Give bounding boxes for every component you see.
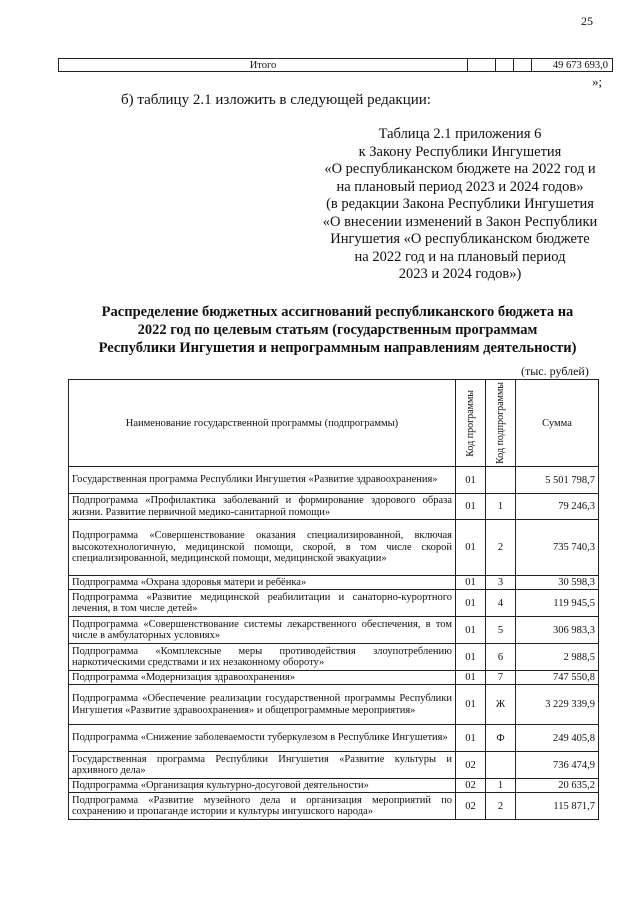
- row-name: Государственная программа Республики Ингушетия «Развитие культуры и архивного дела»: [69, 752, 456, 779]
- title-line: 2022 год по целевым статьям (государственным программам: [137, 322, 538, 338]
- table-row: [69, 644, 599, 671]
- row-sum: 5 501 798,7: [516, 467, 599, 494]
- table-header-row: [69, 380, 599, 467]
- cell-divider: [467, 59, 468, 71]
- header-line: к Закону Республики Ингушетия: [358, 143, 562, 160]
- row-subprogram-code: [486, 752, 516, 779]
- row-subprogram-code: Ж: [486, 685, 516, 725]
- row-sum: 735 740,3: [516, 520, 599, 576]
- table-row: [69, 685, 599, 725]
- row-name: Подпрограмма «Организация культурно-досуговой деятельности»: [69, 779, 456, 793]
- row-sum: 2 988,5: [516, 644, 599, 671]
- table-annex-header: [300, 126, 620, 284]
- row-sum: 20 635,2: [516, 779, 599, 793]
- row-program-code: 02: [456, 752, 486, 779]
- row-sum: 249 405,8: [516, 725, 599, 752]
- row-subprogram-code: 5: [486, 617, 516, 644]
- instruction-text: б) таблицу 2.1 изложить в следующей редакции:: [121, 92, 431, 108]
- row-name: Подпрограмма «Охрана здоровья матери и ребёнка»: [69, 576, 456, 590]
- table-body: [69, 467, 599, 820]
- row-name: Подпрограмма «Обеспечение реализации государственной программы Республики Ингушетия «Развитие здравоохранения» и общепрограммные мероприятия»: [69, 685, 456, 725]
- row-sum: 736 474,9: [516, 752, 599, 779]
- header-line: на 2022 год и на плановый период: [354, 248, 566, 265]
- row-name: Подпрограмма «Развитие музейного дела и организация мероприятий по сохранению и пропаганде истории и культуры ингушского народа»: [69, 793, 456, 820]
- row-subprogram-code: [486, 467, 516, 494]
- row-subprogram-code: 7: [486, 671, 516, 685]
- row-program-code: 01: [456, 725, 486, 752]
- row-subprogram-code: 2: [486, 793, 516, 820]
- table-row: [69, 725, 599, 752]
- row-program-code: 01: [456, 494, 486, 520]
- row-name: Подпрограмма «Модернизация здравоохранения»: [69, 671, 456, 685]
- row-sum: 79 246,3: [516, 494, 599, 520]
- row-sum: 30 598,3: [516, 576, 599, 590]
- row-program-code: 01: [456, 671, 486, 685]
- header-line: «О внесении изменений в Закон Республики: [322, 213, 598, 230]
- table-row: [69, 520, 599, 576]
- row-program-code: 01: [456, 617, 486, 644]
- row-program-code: 01: [456, 685, 486, 725]
- row-sum: 119 945,5: [516, 590, 599, 617]
- table-row: [69, 671, 599, 685]
- row-sum: 747 550,8: [516, 671, 599, 685]
- header-name: Наименование государственной программы (подпрограммы): [69, 380, 456, 467]
- closing-quote: »;: [592, 74, 603, 89]
- header-sum: Сумма: [516, 380, 599, 467]
- page-number: 25: [581, 14, 593, 28]
- units-label: (тыс. рублей): [521, 364, 589, 378]
- row-program-code: 01: [456, 590, 486, 617]
- title-line: Распределение бюджетных ассигнований республиканского бюджета на: [101, 304, 574, 320]
- row-sum: 3 229 339,9: [516, 685, 599, 725]
- header-subprogram-code-text: Код подпрограммы: [495, 382, 506, 464]
- row-program-code: 02: [456, 779, 486, 793]
- title-line: Республики Ингушетия и непрограммным направлениям деятельности): [98, 340, 577, 356]
- document-title: [60, 303, 615, 357]
- row-program-code: 01: [456, 467, 486, 494]
- row-sum: 115 871,7: [516, 793, 599, 820]
- header-program-code: [456, 380, 486, 467]
- header-line: «О республиканском бюджете на 2022 год и: [324, 161, 596, 177]
- row-subprogram-code: Ф: [486, 725, 516, 752]
- total-row-table: [58, 58, 613, 72]
- cell-divider: [495, 59, 496, 71]
- row-name: Подпрограмма «Совершенствование оказания специализированной, включая высокотехнологичную, медицинской помощи, скорой, в том числе скорой специализированной, медицинской помощи, медицинской эвакуации»: [69, 520, 456, 576]
- row-subprogram-code: 2: [486, 520, 516, 576]
- row-name: Подпрограмма «Комплексные меры противодействия злоупотреблению наркотическими средствами и их незаконному обороту»: [69, 644, 456, 671]
- total-sum: 49 673 693,0: [552, 60, 608, 71]
- header-program-code-text: Код программы: [465, 389, 476, 457]
- row-program-code: 01: [456, 576, 486, 590]
- header-line: Ингушетия «О республиканском бюджете: [330, 231, 590, 247]
- table-row: [69, 793, 599, 820]
- row-sum: 306 983,3: [516, 617, 599, 644]
- header-line: (в редакции Закона Республики Ингушетия: [326, 196, 594, 212]
- table-row: [69, 779, 599, 793]
- header-subprogram-code: [486, 380, 516, 467]
- table-row: [69, 467, 599, 494]
- row-program-code: 01: [456, 644, 486, 671]
- header-line: Таблица 2.1 приложения 6: [378, 126, 542, 142]
- header-line: на плановый период 2023 и 2024 годов»: [336, 178, 584, 195]
- row-subprogram-code: 3: [486, 576, 516, 590]
- cell-divider: [531, 59, 532, 71]
- row-name: Государственная программа Республики Ингушетия «Развитие здравоохранения»: [69, 467, 456, 494]
- table-row: [69, 752, 599, 779]
- row-name: Подпрограмма «Развитие медицинской реабилитации и санаторно-курортного лечения, в том числе детей»: [69, 590, 456, 617]
- row-name: Подпрограмма «Профилактика заболеваний и формирование здорового образа жизни. Развитие первичной медико-санитарной помощи»: [69, 494, 456, 520]
- row-name: Подпрограмма «Совершенствование системы лекарственного обеспечения, в том числе в амбулаторных условиях»: [69, 617, 456, 644]
- row-program-code: 01: [456, 520, 486, 576]
- row-name: Подпрограмма «Снижение заболеваемости туберкулезом в Республике Ингушетия»: [69, 725, 456, 752]
- budget-table: [68, 379, 599, 820]
- table-row: [69, 590, 599, 617]
- table-row: [69, 617, 599, 644]
- table-row: [69, 494, 599, 520]
- total-label: Итого: [249, 60, 277, 71]
- row-subprogram-code: 1: [486, 779, 516, 793]
- row-subprogram-code: 1: [486, 494, 516, 520]
- cell-divider: [513, 59, 514, 71]
- header-line: 2023 и 2024 годов»): [398, 266, 522, 282]
- row-subprogram-code: 4: [486, 590, 516, 617]
- row-subprogram-code: 6: [486, 644, 516, 671]
- table-row: [69, 576, 599, 590]
- row-program-code: 02: [456, 793, 486, 820]
